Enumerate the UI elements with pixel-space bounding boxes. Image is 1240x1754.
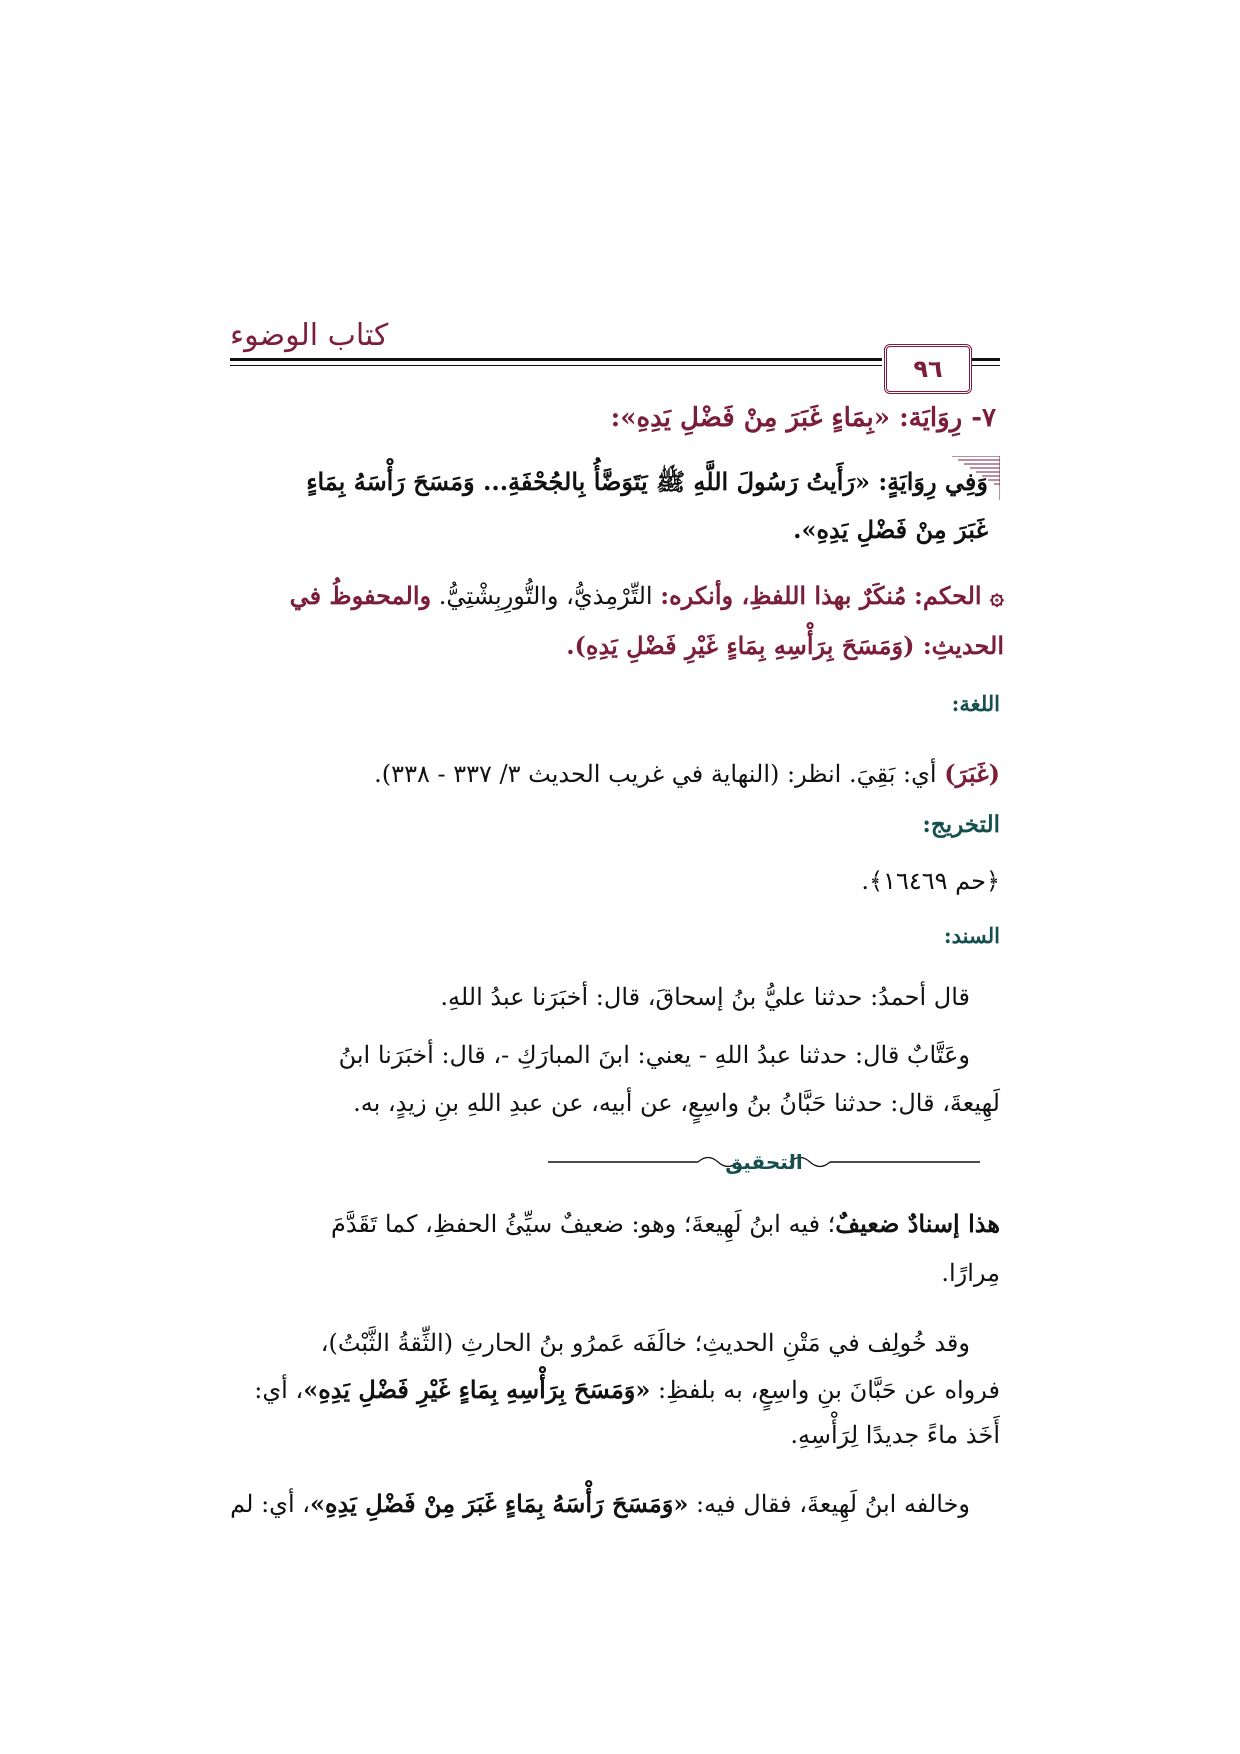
tahqiq-paragraph-2-line-1: وقد خُولِف في مَتْنِ الحديثِ؛ خالَفَه عَمرُو بنُ الحارثِ (الثِّقةُ الثَّبْتُ)،	[320, 1329, 970, 1357]
language-heading: اللغة:	[951, 691, 1000, 716]
sanad-heading: السند:	[943, 923, 1000, 948]
ruling-preserved-label: والمحفوظُ في	[289, 581, 432, 610]
tahqiq-paragraph-3-quote: «وَمَسَحَ رَأْسَهُ بِمَاءٍ غَبَرَ مِنْ فَضْلِ يَدِهِ»	[309, 1489, 689, 1518]
tahqiq-divider-label: التحقيق	[725, 1150, 803, 1174]
tahqiq-paragraph-1-line-1	[331, 1208, 1000, 1240]
ruling-line-2: الحديثِ: (وَمَسَحَ بِرَأْسِهِ بِمَاءٍ غَيْرِ فَضْلِ يَدِهِ).	[566, 631, 1004, 660]
tahqiq-paragraph-3-c: ، أي: لم	[230, 1490, 310, 1518]
tahqiq-paragraph-3-a: وخالفه ابنُ لَهِيعةَ، فقال فيه:	[695, 1490, 970, 1518]
tahqiq-paragraph-1-rest: ؛ فيه ابنُ لَهِيعةَ؛ وهو: ضعيفٌ سيِّئُ الحفظِ، كما تَقَدَّمَ	[330, 1210, 836, 1238]
header-rule-right-top	[968, 358, 1000, 361]
ruling-line-1	[290, 580, 1004, 612]
tahqiq-paragraph-2-quote: «وَمَسَحَ بِرَأْسِهِ بِمَاءٍ غَيْرِ فَضْلِ يَدِهِ»	[303, 1375, 651, 1404]
tahqiq-paragraph-2-c: ، أي:	[254, 1376, 304, 1404]
narration-line-2: غَبَرَ مِنْ فَضْلِ يَدِهِ».	[793, 515, 988, 544]
tahqiq-paragraph-3	[230, 1488, 970, 1520]
ruling-label: ۞ الحكم:	[914, 581, 1004, 610]
narration-line-1: وَفِي رِوَايَةٍ: «رَأَيتُ رَسُولَ اللَّهِ ﷺ يَتَوَضَّأُ بِالجُحْفَةِ... وَمَسَحَ رَأْسَهُ بِمَاءٍ	[306, 467, 988, 496]
takhrij-heading: التخريج:	[922, 811, 1000, 838]
tahqiq-divider	[548, 1150, 980, 1174]
running-header-title: كتاب الوضوء	[230, 318, 389, 353]
tahqiq-paragraph-1-line-2: مِرارًا.	[941, 1259, 1000, 1287]
tahqiq-paragraph-2-line-2	[254, 1374, 1000, 1406]
tahqiq-paragraph-2-a: فرواه عن حَبَّانَ بنِ واسِعٍ، به بلفظِ:	[658, 1376, 1000, 1404]
sanad-paragraph-1: قال أحمدُ: حدثنا عليُّ بنُ إسحاقَ، قال: أخبَرَنا عبدُ اللهِ.	[440, 983, 970, 1011]
sanad-paragraph-2-line-1: وعَتَّابٌ قال: حدثنا عبدُ اللهِ - يعني: ابنَ المبارَكِ -، قال: أخبَرَنا ابنُ	[338, 1041, 970, 1069]
sanad-paragraph-2-line-2: لَهِيعةَ، قال: حدثنا حَبَّانُ بنُ واسِعٍ، عن أبيه، عن عبدِ اللهِ بنِ زيدٍ، به.	[353, 1089, 1000, 1117]
ruling-critics: التِّرْمِذيُّ، والتُّورِبِشْتِيُّ.	[438, 582, 653, 610]
tahqiq-paragraph-2-line-3: أَخَذ ماءً جديدًا لِرَأْسِهِ.	[790, 1421, 1000, 1449]
section-heading: ٧- رِوَايَة: «بِمَاءٍ غَبَرَ مِنْ فَضْلِ يَدِهِ»:	[610, 403, 996, 433]
page-number: ٩٦	[884, 344, 972, 394]
header-rule-top	[230, 358, 882, 361]
ruling-verdict: مُنكَرٌ بهذا اللفظِ، وأنكره:	[660, 581, 907, 610]
tahqiq-verdict: هذا إسنادٌ ضعيفٌ	[835, 1209, 1000, 1238]
language-text: أي: بَقِيَ. انظر: (النهاية في غريب الحديث ٣/ ٣٣٧ - ٣٣٨).	[374, 760, 937, 788]
language-line	[374, 758, 1000, 790]
takhrij-text: ﴿حم ١٦٤٦٩﴾.	[861, 867, 1000, 895]
language-word: (غَبَرَ)	[944, 759, 1000, 788]
header-rule-right-bottom	[968, 365, 1000, 366]
header-rule-bottom	[230, 365, 882, 366]
